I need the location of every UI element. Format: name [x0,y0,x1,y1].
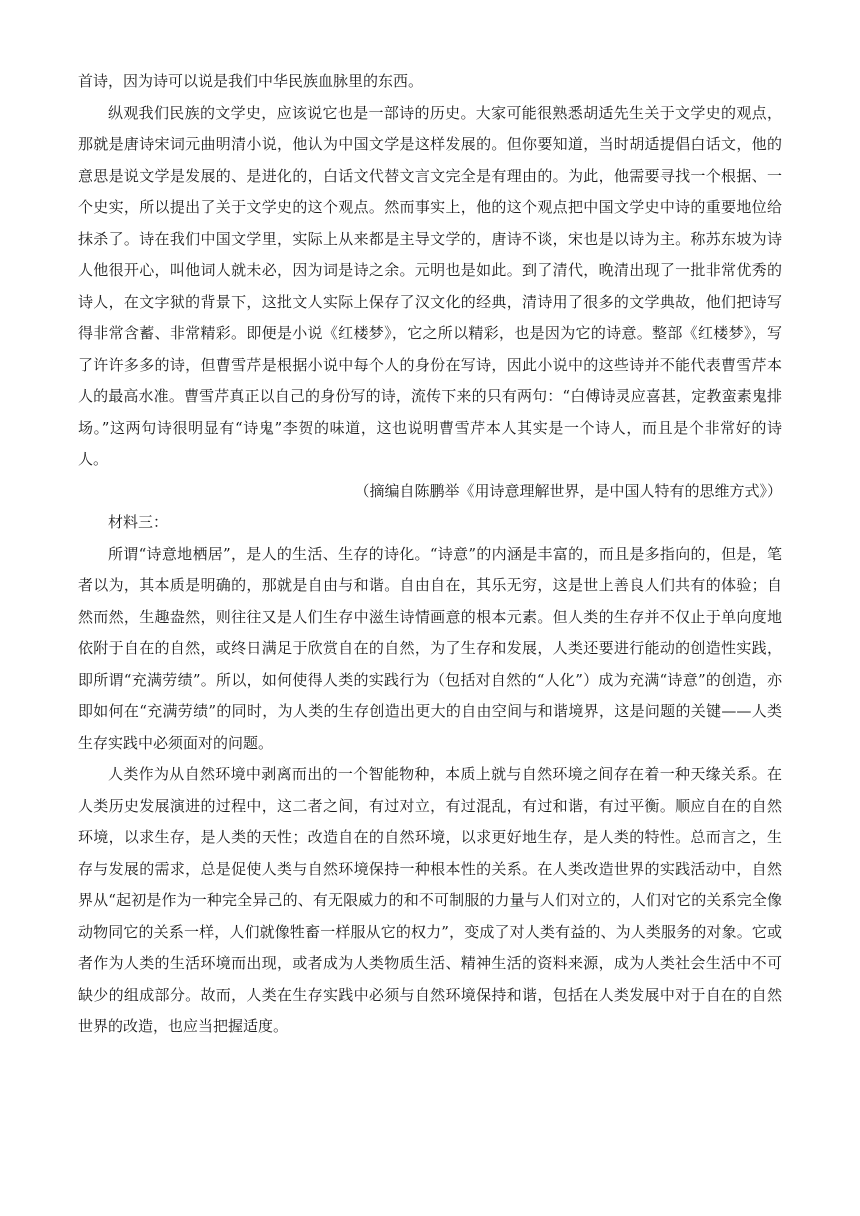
paragraph-continuation: 首诗，因为诗可以说是我们中华民族血脉里的东西。 [78,72,424,90]
source-citation: （摘编自陈鹏举《用诗意理解世界，是中国人特有的思维方式》） [354,481,782,500]
paragraph-humans-nature: 人类作为从自然环境中剥离而出的一个智能物种，本质上就与自然环境之间存在着一种天缘关系。在人类历史发展演进的过程中，这二者之间，有过对立，有过混乱，有过和谐，有过平衡。顺应自在的自然环境，以求生存，是人类的天性；改造自在的自然环境，以求更好地生存，是人类的特性。总而言之，生存与发展的需求，总是促使人类与自然环境保持一种根本性的关系。在人类改造世界的实践活动中，自然界从“起初是作为一种完全异己的、有无限威力的和不可制服的力量与人们对立的，人们对它的关系完全像动物同它的关系一样，人们就像牲畜一样服从它的权力”，变成了对人类有益的、为人类服务的对象。它或者作为人类的生活环境而出现，或者成为人类物质生活、精神生活的资料来源，成为人类社会生活中不可缺少的组成部分。故而，人类在生存实践中必须与自然环境保持和谐，包括在人类发展中对于自在的自然世界的改造，也应当把握适度。 [78,765,782,1035]
material-three-heading: 材料三： [108,513,169,531]
paragraph-poetic-dwelling: 所谓“诗意地栖居”，是人的生活、生存的诗化。“诗意”的内涵是丰富的，而且是多指向的，但是，笔者以为，其本质是明确的，那就是自由与和谐。自由自在，其乐无穷，这是世上善良人们共有的体验；自然而然，生趣盎然，则往往又是人们生存中滋生诗情画意的根本元素。但人类的生存并不仅止于单向度地依附于自在的自然，或终日满足于欣赏自在的自然，为了生存和发展，人类还要进行能动的创造性实践，即所谓“充满劳绩”。所以，如何使得人类的实践行为（包括对自然的“人化”）成为充满“诗意”的创造，亦即如何在“充满劳绩”的同时，为人类的生存创造出更大的自由空间与和谐境界，这是问题的关键——人类生存实践中必须面对的问题。 [78,544,782,752]
paragraph-literary-history: 纵观我们民族的文学史，应该说它也是一部诗的历史。大家可能很熟悉胡适先生关于文学史的观点，那就是唐诗宋词元曲明清小说，他认为中国文学是这样发展的。但你要知道，当时胡适提倡白话文，他的意思是说文学是发展的、是进化的，白话文代替文言文完全是有理由的。为此，他需要寻找一个根据、一个史实，所以提出了关于文学史的这个观点。然而事实上，他的这个观点把中国文学史中诗的重要地位给抹杀了。诗在我们中国文学里，实际上从来都是主导文学的，唐诗不谈，宋也是以诗为主。称苏东坡为诗人他很开心，叫他词人就未必，因为词是诗之余。元明也是如此。到了清代，晚清出现了一批非常优秀的诗人，在文字狱的背景下，这批文人实际上保存了汉文化的经典，清诗用了很多的文学典故，他们把诗写得非常含蓄、非常精彩。即便是小说《红楼梦》，它之所以精彩，也是因为它的诗意。整部《红楼梦》，写了许许多多的诗，但曹雪芹是根据小说中每个人的身份在写诗，因此小说中的这些诗并不能代表曹雪芹本人的最高水准。曹雪芹真正以自己的身份写的诗，流传下来的只有两句：“白傅诗灵应喜甚，定教蛮素鬼排场。”这两句诗很明显有“诗鬼”李贺的味道，这也说明曹雪芹本人其实是一个诗人，而且是个非常好的诗人。 [78,103,782,468]
document-page [78,66,782,1043]
